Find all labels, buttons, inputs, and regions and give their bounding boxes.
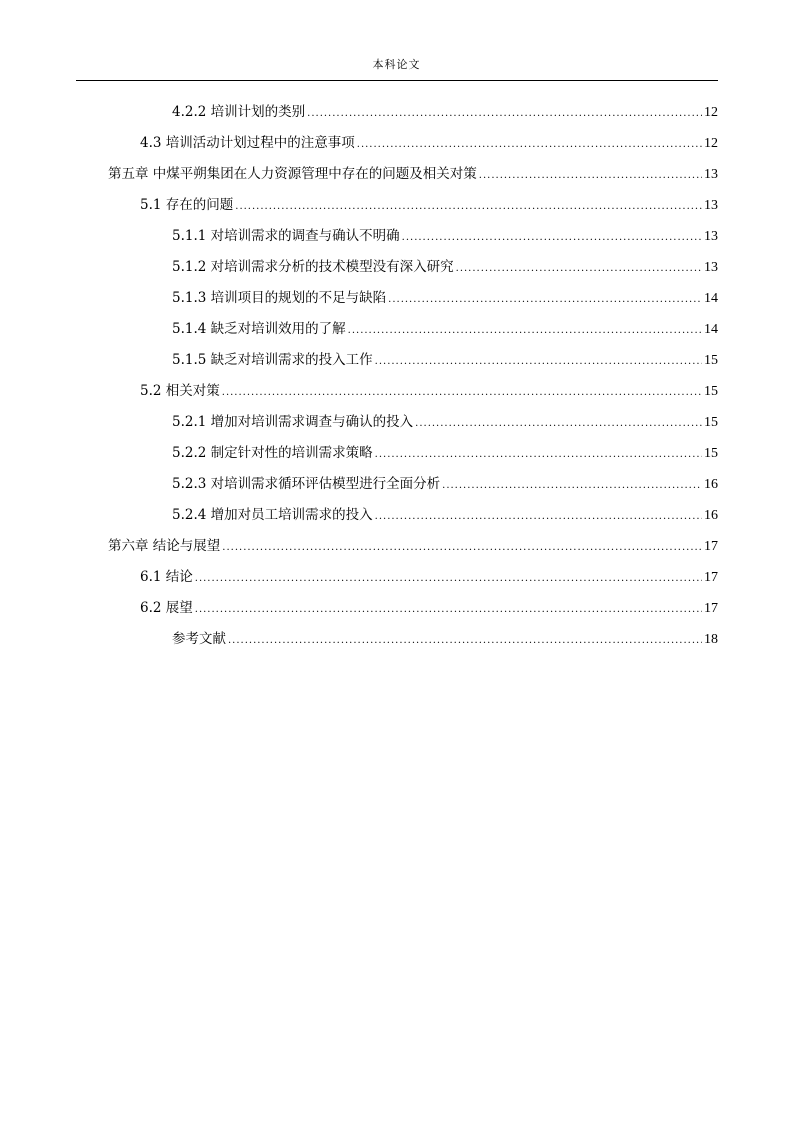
- toc-entry-page: 15: [704, 446, 718, 461]
- toc-leader-dots: [375, 356, 702, 367]
- toc-entry-page: 16: [704, 508, 718, 523]
- toc-entry-label: 5.2.3 对培训需求循环评估模型进行全面分析: [172, 476, 441, 492]
- toc-leader-dots: [375, 449, 702, 460]
- toc-leader-dots: [415, 418, 702, 429]
- toc-leader-dots: [348, 325, 702, 336]
- toc-leader-dots: [307, 108, 702, 119]
- toc-entry[interactable]: [172, 100, 718, 124]
- toc-entry[interactable]: [108, 162, 718, 186]
- toc-entry[interactable]: [172, 410, 718, 434]
- toc-leader-dots: [235, 201, 702, 212]
- toc-entry-page: 13: [704, 229, 718, 244]
- toc-entry-label: 4.2.2 培训计划的类别: [172, 104, 306, 120]
- toc-entry-page: 13: [704, 198, 718, 213]
- toc-entry-label: 5.2.2 制定针对性的培训需求策略: [172, 445, 373, 461]
- toc-entry-page: 15: [704, 353, 718, 368]
- toc-entry-page: 12: [704, 105, 718, 120]
- toc-entry[interactable]: [172, 472, 718, 496]
- toc-entry[interactable]: [172, 441, 718, 465]
- toc-leader-dots: [479, 170, 702, 181]
- page-header: 本科论文: [372, 58, 421, 71]
- toc-entry-page: 12: [704, 136, 718, 151]
- toc-entry-label: 6.2 展望: [140, 600, 193, 616]
- toc-leader-dots: [195, 604, 702, 615]
- toc-entry-label: 5.1.1 对培训需求的调查与确认不明确: [172, 228, 400, 244]
- toc-entry[interactable]: [140, 379, 718, 403]
- toc-entry-page: 14: [704, 291, 718, 306]
- toc-leader-dots: [402, 232, 702, 243]
- toc-leader-dots: [222, 542, 702, 553]
- toc-entry[interactable]: [172, 348, 718, 372]
- toc-entry-label: 5.2 相关对策: [140, 383, 220, 399]
- toc-entry-label: 5.1.2 对培训需求分析的技术模型没有深入研究: [172, 259, 454, 275]
- toc-leader-dots: [442, 480, 702, 491]
- toc-entry-page: 15: [704, 415, 718, 430]
- toc-entry-page: 13: [704, 260, 718, 275]
- header-rule: [76, 80, 718, 81]
- toc-entry[interactable]: [140, 131, 718, 155]
- toc-entry-page: 13: [704, 167, 718, 182]
- toc-entry-page: 17: [704, 570, 718, 585]
- toc-entry-label: 4.3 培训活动计划过程中的注意事项: [140, 135, 355, 151]
- toc-entry[interactable]: [140, 565, 718, 589]
- toc-leader-dots: [228, 635, 702, 646]
- toc-entry-label: 参考文献: [172, 631, 226, 647]
- toc-entry-label: 5.1 存在的问题: [140, 197, 234, 213]
- toc-leader-dots: [375, 511, 702, 522]
- toc-leader-dots: [222, 387, 702, 398]
- toc-entry[interactable]: [140, 193, 718, 217]
- toc-entry[interactable]: [172, 503, 718, 527]
- toc-entry-label: 5.1.5 缺乏对培训需求的投入工作: [172, 352, 373, 368]
- toc-entry-label: 6.1 结论: [140, 569, 193, 585]
- toc-entry-label: 第六章 结论与展望: [108, 538, 221, 554]
- toc-entry-page: 15: [704, 384, 718, 399]
- toc-entry[interactable]: [172, 224, 718, 248]
- toc-entry[interactable]: [172, 317, 718, 341]
- toc-entry-page: 17: [704, 539, 718, 554]
- toc-entry[interactable]: [140, 596, 718, 620]
- toc-entry-label: 5.2.1 增加对培训需求调查与确认的投入: [172, 414, 414, 430]
- toc-entry[interactable]: [108, 534, 718, 558]
- toc-entry-page: 18: [704, 632, 718, 647]
- toc-entry-label: 5.1.3 培训项目的规划的不足与缺陷: [172, 290, 387, 306]
- toc-leader-dots: [456, 263, 702, 274]
- toc-leader-dots: [357, 139, 702, 150]
- toc-entry[interactable]: [172, 286, 718, 310]
- toc-entry-label: 5.1.4 缺乏对培训效用的了解: [172, 321, 346, 337]
- toc-entry-page: 17: [704, 601, 718, 616]
- toc-leader-dots: [388, 294, 702, 305]
- toc-entry-label: 第五章 中煤平朔集团在人力资源管理中存在的问题及相关对策: [108, 166, 477, 182]
- toc-entry-page: 14: [704, 322, 718, 337]
- toc-entry-label: 5.2.4 增加对员工培训需求的投入: [172, 507, 373, 523]
- toc-entry[interactable]: [172, 255, 718, 279]
- toc-entry-page: 16: [704, 477, 718, 492]
- toc-entry[interactable]: [172, 627, 718, 651]
- toc-leader-dots: [195, 573, 702, 584]
